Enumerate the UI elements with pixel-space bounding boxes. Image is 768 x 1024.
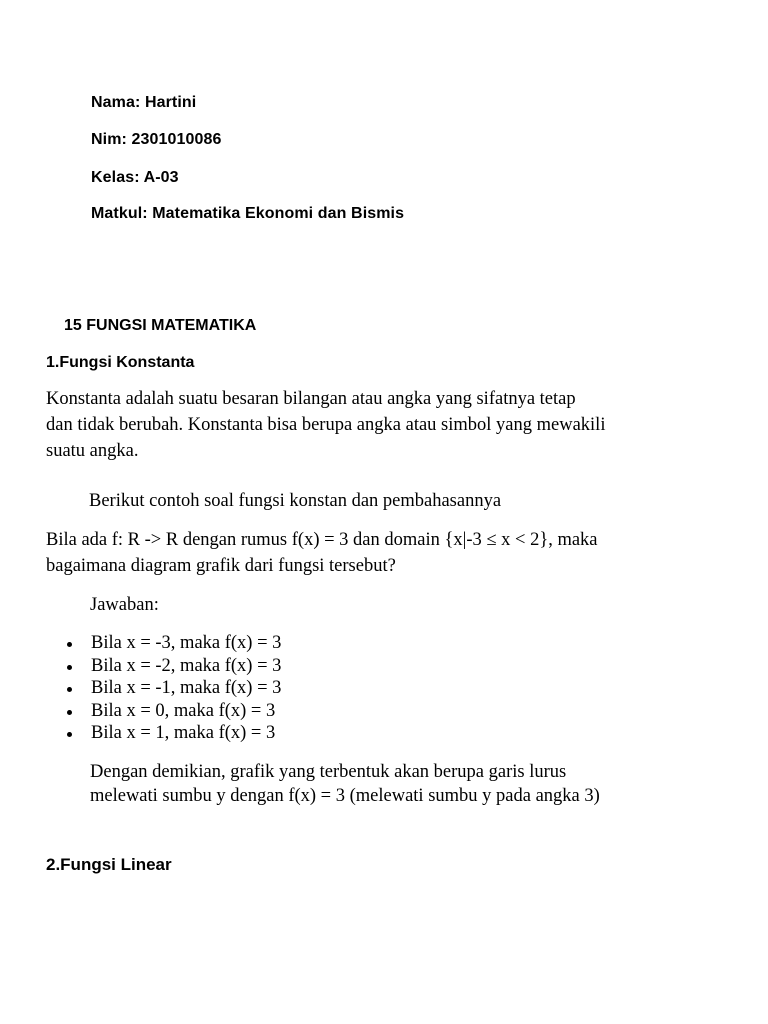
list-item: Bila x = -1, maka f(x) = 3 xyxy=(64,677,281,700)
section-heading-fungsi-konstanta: 1.Fungsi Konstanta xyxy=(46,354,195,371)
bullet-icon xyxy=(67,665,72,670)
student-nim: Nim: 2301010086 xyxy=(91,131,222,148)
definition-paragraph xyxy=(46,386,605,464)
list-item: Bila x = 0, maka f(x) = 3 xyxy=(64,700,281,723)
student-class: Kelas: A-03 xyxy=(91,169,179,186)
bullet-icon xyxy=(67,687,72,692)
section-heading-fungsi-linear: 2.Fungsi Linear xyxy=(46,855,172,874)
answer-label: Jawaban: xyxy=(90,595,159,615)
conclusion-paragraph xyxy=(90,760,600,808)
bullet-icon xyxy=(67,642,72,647)
example-question xyxy=(46,527,598,579)
list-item: Bila x = -3, maka f(x) = 3 xyxy=(64,632,281,655)
example-intro: Berikut contoh soal fungsi konstan dan pembahasannya xyxy=(89,491,502,511)
answer-list xyxy=(64,632,281,745)
course-name: Matkul: Matematika Ekonomi dan Bismis xyxy=(91,205,405,222)
conclusion-line: Dengan demikian, grafik yang terbentuk akan berupa garis lurus xyxy=(90,762,567,782)
document-title: 15 FUNGSI MATEMATIKA xyxy=(64,317,257,334)
paragraph-line: dan tidak berubah. Konstanta bisa berupa angka atau simbol yang mewakili xyxy=(46,415,606,435)
bullet-icon xyxy=(67,732,72,737)
list-item: Bila x = 1, maka f(x) = 3 xyxy=(64,722,281,745)
bullet-icon xyxy=(67,710,72,715)
question-line: Bila ada f: R -> R dengan rumus f(x) = 3 dan domain {x|-3 ≤ x < 2}, maka xyxy=(46,530,598,550)
paragraph-line: suatu angka. xyxy=(46,441,139,461)
question-line: bagaimana diagram grafik dari fungsi tersebut? xyxy=(46,556,396,576)
paragraph-line: Konstanta adalah suatu besaran bilangan atau angka yang sifatnya tetap xyxy=(46,389,576,409)
list-item: Bila x = -2, maka f(x) = 3 xyxy=(64,655,281,678)
conclusion-line: melewati sumbu y dengan f(x) = 3 (melewati sumbu y pada angka 3) xyxy=(90,786,600,806)
student-name: Nama: Hartini xyxy=(91,94,197,111)
